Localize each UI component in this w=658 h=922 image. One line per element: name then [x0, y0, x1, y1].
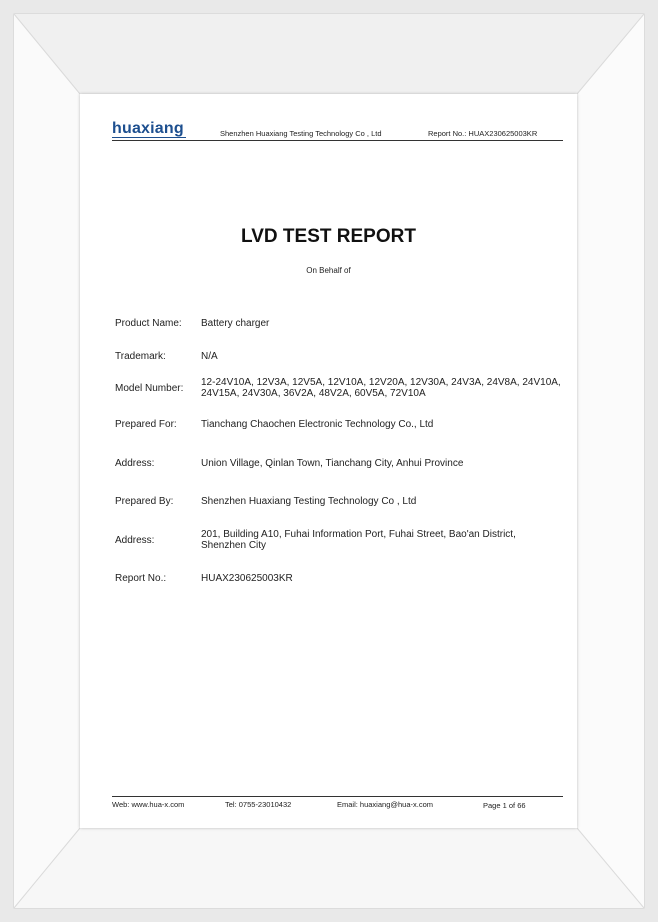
footer-web: Web: www.hua-x.com [112, 800, 185, 809]
footer-tel: Tel: 0755-23010432 [225, 800, 292, 809]
field-label: Prepared For: [115, 419, 177, 430]
header-company: Shenzhen Huaxiang Testing Technology Co , Ltd [220, 129, 382, 138]
field-value: Battery charger [201, 318, 270, 329]
field-label: Address: [115, 458, 155, 469]
field-label: Prepared By: [115, 496, 174, 507]
field-value: HUAX230625003KR [201, 573, 293, 584]
field-value: Union Village, Qinlan Town, Tianchang City, Anhui Province [201, 458, 464, 469]
header-divider [112, 140, 563, 141]
footer-divider [112, 796, 563, 797]
field-value: N/A [201, 351, 218, 362]
header-report-number: Report No.: HUAX230625003KR [428, 129, 538, 138]
field-label: Model Number: [115, 383, 184, 394]
field-label: Address: [115, 535, 155, 546]
field-value: Shenzhen Huaxiang Testing Technology Co , Ltd [201, 496, 417, 507]
footer-email: Email: huaxiang@hua-x.com [337, 800, 433, 809]
logo-underline [112, 137, 186, 138]
field-value: Tianchang Chaochen Electronic Technology Co., Ltd [201, 419, 434, 430]
brand-logo: huaxiang [112, 120, 184, 137]
field-label: Report No.: [115, 573, 167, 584]
page-header [112, 120, 563, 140]
field-value: 12-24V10A, 12V3A, 12V5A, 12V10A, 12V20A, 12V30A, 24V3A, 24V8A, 24V10A, 24V15A, 24V30A, 36V2A, 48V2A, 60V5A, 72V10A [201, 377, 561, 399]
field-label: Product Name: [115, 318, 182, 329]
field-label: Trademark: [115, 351, 166, 362]
page-number: Page 1 of 66 [483, 801, 526, 810]
field-value: 201, Building A10, Fuhai Information Port, Fuhai Street, Bao'an District, Shenzhen City [201, 529, 516, 551]
report-title: LVD TEST REPORT [241, 226, 416, 247]
report-subtitle: On Behalf of [306, 266, 351, 275]
report-page [80, 94, 577, 828]
